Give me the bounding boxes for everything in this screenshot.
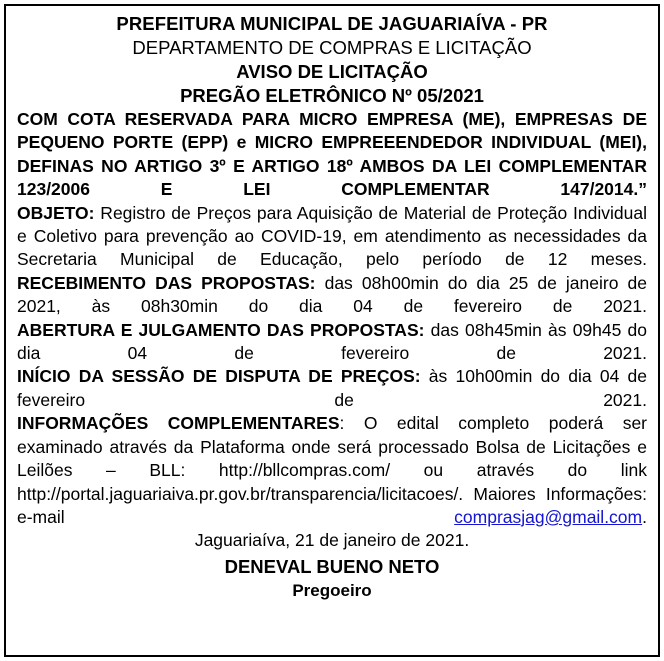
section-informacoes	[17, 412, 647, 529]
header-municipality: PREFEITURA MUNICIPAL DE JAGUARIAÍVA - PR	[116, 13, 548, 34]
section-abertura-label: ABERTURA E JULGAMENTO DAS PROPOSTAS:	[17, 319, 425, 340]
section-recebimento-text: das 08h00min do dia 25 de janeiro de 2021, às 08h30min do dia 04 de fevereiro de 2021.	[17, 272, 647, 317]
section-abertura-text: das 08h45min às 09h45 do dia 04 de fevereiro de 2021.	[17, 319, 648, 364]
section-inicio-disputa-text: às 10h00min do dia 04 de fevereiro de 2021.	[17, 366, 647, 410]
section-objeto-label: OBJETO:	[17, 202, 95, 223]
reserved-quota-paragraph: COM COTA RESERVADA PARA MICRO EMPRESA (ME), EMPRESAS DE PEQUENO PORTE (EPP) e MICRO EMPREEENDEDOR INDIVIDUAL (MEI), DEFINAS NO ARTIGO 3º E ARTIGO 18º AMBOS DA LEI COMPLEMENTAR 123/2006 E LEI COMPLEMENTAR 147/2014.”	[17, 109, 647, 200]
email-link[interactable]: comprasjag@gmail.com	[454, 506, 643, 527]
section-informacoes-text: : O edital completo poderá ser examinado através da Plataforma onde será processado Bolsa de Licitações e Leilões – BLL: http://bllcompras.com/ ou através do link http://portal.jaguariaiva.pr.gov.br/transparencia/licitacoes/. Maiores Informações: e-mail	[17, 413, 648, 527]
header-department: DEPARTAMENTO DE COMPRAS E LICITAÇÃO	[132, 37, 532, 58]
section-objeto	[17, 202, 647, 272]
section-informacoes-text-end: .	[642, 506, 647, 527]
section-recebimento	[17, 272, 647, 319]
section-inicio-disputa	[17, 365, 647, 412]
section-abertura	[17, 319, 647, 366]
signer-name: DENEVAL BUENO NETO	[224, 555, 440, 577]
section-inicio-disputa-label: INÍCIO DA SESSÃO DE DISPUTA DE PREÇOS:	[17, 366, 421, 387]
section-informacoes-label: INFORMAÇÕES COMPLEMENTARES	[17, 413, 340, 434]
section-recebimento-label: RECEBIMENTO DAS PROPOSTAS:	[17, 272, 316, 293]
document-content	[17, 12, 647, 602]
signer-role: Pregoeiro	[292, 580, 372, 600]
city-date: Jaguariaíva, 21 de janeiro de 2021.	[194, 530, 470, 551]
header-bid-number: PREGÃO ELETRÔNICO Nº 05/2021	[180, 85, 484, 106]
header-notice-title: AVISO DE LICITAÇÃO	[236, 61, 428, 82]
section-objeto-text: Registro de Preços para Aquisição de Material de Proteção Individual e Coletivo para prevenção ao COVID-19, em atendimento as necessidades da Secretaria Municipal de Educação, pelo período de 12 meses.	[17, 202, 647, 270]
